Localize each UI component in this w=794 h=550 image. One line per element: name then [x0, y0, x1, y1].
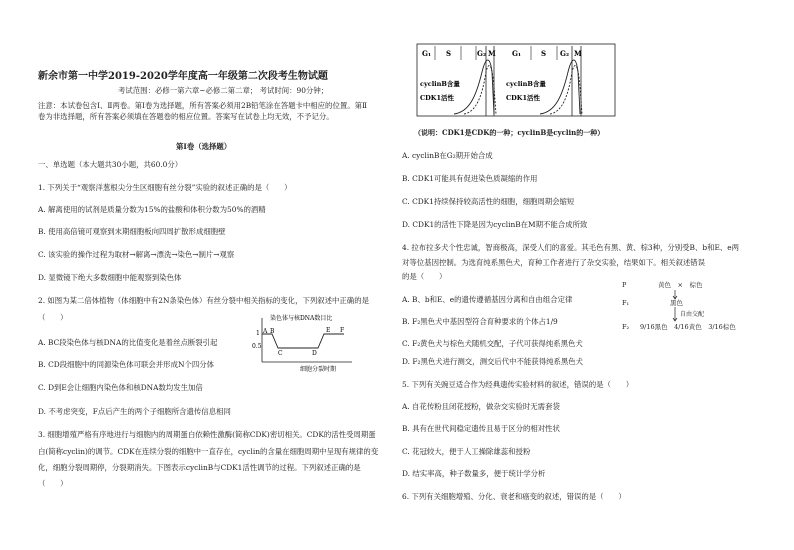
- cross-f1-value: 黑色: [670, 299, 683, 307]
- q2-chart-point-d: D: [312, 350, 317, 357]
- cross-f1-label: F₁: [622, 299, 630, 307]
- q3-stem-line-3: 化，细胞分裂周期停，分裂期消失。下图表示cyclinB与CDK1活性调节的过程。下列叙述正确的是: [38, 463, 361, 472]
- q2-chart-ylabel: 染色体与核DNA数目比: [270, 315, 333, 322]
- phase-s-2: S: [541, 49, 547, 58]
- q5-option-b: B. 具有在世代间稳定遗传且易于区分的相对性状: [402, 424, 560, 433]
- cdk-curve-1: [464, 65, 496, 114]
- q4-stem-line-3: 的是（ ）: [402, 272, 447, 281]
- q5-option-d: D. 结实率高，种子数量多，便于统计学分析: [402, 469, 546, 478]
- cross-selfing: 自由交配: [680, 311, 705, 318]
- q3-stem-line-1: 3. 细胞增殖严格有序地进行与细胞内的周期蛋白依赖性激酶(简称CDK)密切相关。CDK的活性受周期蛋: [38, 430, 376, 439]
- q2-chart-ratio-line: [262, 334, 344, 348]
- phase-s-1: S: [446, 49, 452, 58]
- label-cyclinb-2: cyclinB含量: [506, 80, 546, 88]
- q2-chromosome-ratio-chart: [252, 312, 360, 374]
- cross-arrows: [620, 288, 750, 328]
- paper-title: 新余市第一中学2019-2020学年度高一年级第二次段考生物试题: [38, 71, 328, 82]
- q5-stem: 5. 下列有关豌豆适合作为经典遗传实验材料的叙述，错误的是（ ）: [402, 380, 634, 389]
- label-cyclinb-1: cyclinB含量: [420, 80, 460, 88]
- q2-option-d: D. 不考虑突变，F点后产生的两个子细胞所含遗传信息相同: [38, 407, 231, 416]
- q6-stem: 6. 下列有关细胞增殖、分化、衰老和癌变的叙述，错误的是（ ）: [402, 492, 626, 501]
- exam-notice-line-2: 卷为非选择题，所有答案必须填在答题卷的相应位置。答案写在试卷上均无效，不予记分。: [38, 112, 334, 121]
- exam-scope: 考试范围：必修一第六章~必修二第二章； 考试时间：90分钟；: [118, 86, 329, 95]
- cyclin-cdk-figure: [414, 42, 620, 124]
- q2-stem-line-1: 2. 如图为某二倍体植物（体细胞中有2N条染色体）有丝分裂中相关指标的变化，下列叙述中正确的是: [38, 296, 369, 305]
- phase-g2-1: G₂: [477, 49, 487, 58]
- q2-option-a: A. BC段染色体与核DNA的比值变化是着丝点断裂引起: [38, 338, 218, 347]
- q4-stem-line-2: 对等位基因控制。为选育纯系黑色犬，育种工作者进行了杂交实验，结果如下。相关叙述错误: [402, 258, 706, 267]
- q3-stem-line-4: （ ）: [38, 479, 68, 488]
- q1-option-b: B. 使用高倍镜可观察到末期细胞板向四周扩散形成细胞壁: [38, 227, 226, 236]
- phase-m-2: M: [574, 49, 582, 58]
- q4-option-a: A. B、b和E、e的遗传遵循基因分离和自由组合定律: [402, 295, 573, 304]
- q2-option-c: C. D到E会让细胞内染色体和核DNA数均发生加倍: [38, 383, 203, 392]
- q4-stem-line-1: 4. 拉布拉多犬个性忠诚，智商极高，深受人们的喜爱。其毛色有黑、黄、棕3种，分别受B、b和E、e两: [402, 243, 740, 252]
- label-cdk1-2: CDK1活性: [506, 94, 540, 102]
- section-heading: 一、单选题（本大题共30小题，共60.0分）: [38, 160, 183, 169]
- cyclin-curve-1: [454, 60, 494, 114]
- phase-g1-1: G₁: [422, 49, 432, 58]
- cross-f2-label: F₂: [622, 323, 630, 331]
- q2-chart-y-mid: 0.5: [252, 343, 262, 350]
- q2-option-b: B. CD段细胞中的同源染色体可联会并形成N个四分体: [38, 360, 214, 369]
- cdk-curve-2: [550, 65, 582, 114]
- q3-option-d: D. CDK1的活性下降是因为cyclinB在M期不能合成所致: [402, 220, 588, 229]
- q2-chart-xlabel: 细胞分裂时期: [300, 366, 337, 373]
- cross-p-label: P: [622, 281, 627, 289]
- phase-m-1: M: [488, 49, 496, 58]
- q3-stem-line-2: 白(简称cyclin)的调节。CDK在连续分裂的细胞中一直存在，cyclin的含量在细胞周期中呈现有规律的变: [38, 447, 379, 456]
- q2-chart-point-c: C: [278, 350, 283, 357]
- q3-option-c: C. CDK1持续保持较高活性的细胞，细胞周期会缩短: [402, 197, 575, 206]
- q1-option-a: A. 解离使用的试剂是质量分数为15%的盐酸和体积分数为50%的酒精: [38, 205, 266, 214]
- cyclin-curve-2: [540, 60, 580, 114]
- q4-option-c: C. F₂黄色犬与棕色犬随机交配，子代可获得纯系黑色犬: [402, 339, 583, 348]
- q1-option-d: D. 显微镜下绝大多数细胞中能观察到染色体: [38, 273, 182, 282]
- q4-option-b: B. F₂黑色犬中基因型符合育种要求的个体占1/9: [402, 317, 558, 326]
- q2-chart-point-b: B: [270, 328, 275, 335]
- label-cdk1-1: CDK1活性: [420, 94, 454, 102]
- q2-chart-point-f: F: [340, 327, 345, 334]
- cell-fig-caption: （说明：CDK1是CDK的一种；cyclinB是cyclin的一种）: [414, 128, 605, 137]
- q5-option-c: C. 花冠较大，便于人工操除雄蕊和授粉: [402, 447, 531, 456]
- phase-g1-2: G₁: [512, 49, 522, 58]
- q1-option-c: C. 该实验的操作过程为取材→解离→漂洗→染色→制片→观察: [38, 250, 235, 259]
- cross-parents: 黄色 × 棕色: [658, 281, 703, 289]
- q2-chart-point-e: E: [326, 327, 331, 334]
- cross-f2-ratio: 9/16黑色 4/16黄色 3/16棕色: [640, 323, 736, 331]
- q3-option-a: A. cyclinB在G₂期开始合成: [402, 151, 493, 160]
- q3-option-b: B. CDK1可能具有促进染色质凝缩的作用: [402, 174, 538, 183]
- q2-chart-point-a: A: [263, 328, 268, 335]
- section-title: 第Ⅰ卷（选择题）: [176, 142, 232, 151]
- q2-stem-line-2: （ ）: [38, 313, 68, 322]
- phase-g2-2: G₂: [560, 49, 570, 58]
- q5-option-a: A. 自花传粉且闭花授粉，做杂交实验时无需套袋: [402, 402, 560, 411]
- q1-stem: 1. 下列关于“观察洋葱根尖分生区细胞有丝分裂”实验的叙述正确的是（ ）: [38, 183, 292, 192]
- q2-chart-y-top: 1: [256, 330, 260, 337]
- exam-notice-line-1: 注意：本试卷包含Ⅰ、Ⅱ两卷。第Ⅰ卷为选择题，所有答案必须用2B铅笔涂在答题卡中相应的位置。第Ⅱ: [38, 101, 368, 110]
- q4-option-d: D. F₂黑色犬进行测交，测交后代中不能获得纯系黑色犬: [402, 357, 584, 366]
